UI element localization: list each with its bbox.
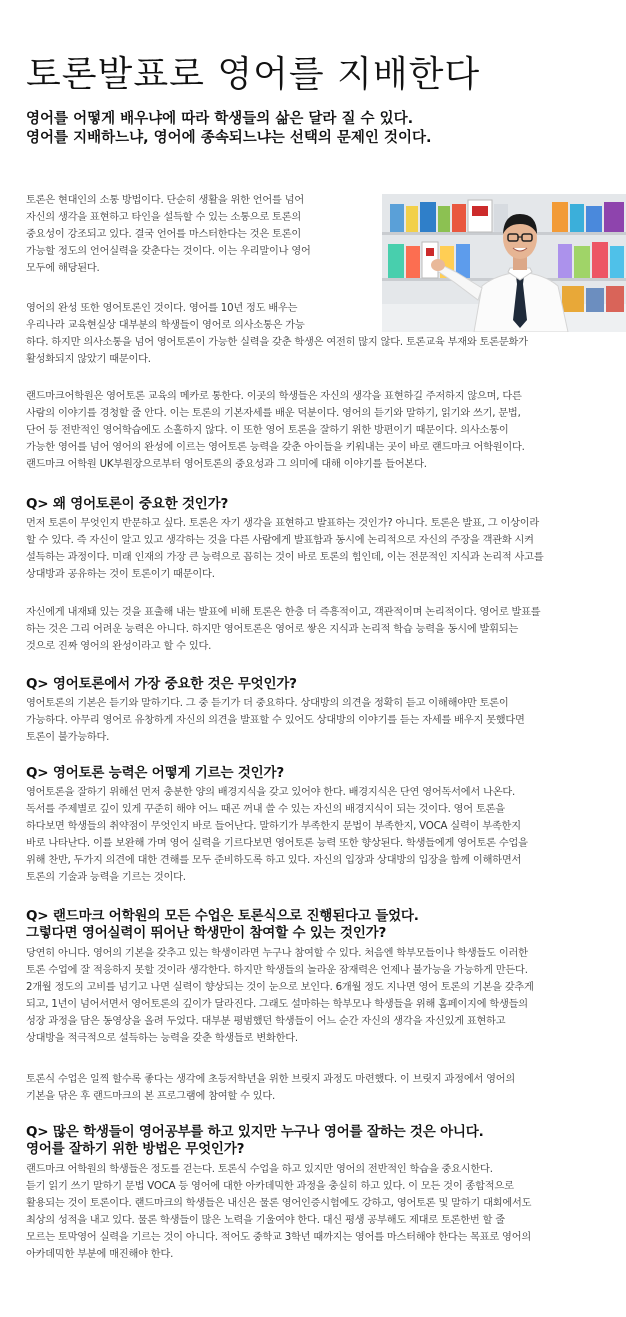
text-line: 토론식 수업은 일찍 할수록 좋다는 생각에 초등저학년을 위한 브릿지 과정도 마련했다. 이 브릿지 과정에서 영어의 <box>26 1074 516 1085</box>
question-heading <box>26 765 284 782</box>
answer-paragraph <box>26 1071 515 1105</box>
text-line: 자신의 생각을 표현하고 타인을 설득할 수 있는 소통으로 토론의 <box>26 212 301 223</box>
question-line: 그렇다면 영어실력이 뛰어난 학생만이 참여할 수 있는 것인가? <box>26 925 387 941</box>
question-heading <box>26 676 297 693</box>
text-line: 하는 것은 그리 어려운 능력은 아니다. 하지만 영어토론은 영어로 쌓은 지식과 논리적 학습 능력을 동시에 발휘되는 <box>26 624 519 635</box>
answer-paragraph <box>26 784 528 886</box>
text-line: 랜드마크어학원은 영어토론 교육의 메카로 통한다. 이곳의 학생들은 자신의 생각을 표현하길 주저하지 않으며, 다른 <box>26 391 522 402</box>
text-line: 하다. 하지만 의사소통을 넘어 영어토론이 가능한 실력을 갖춘 학생은 여전히 많지 않다. 토론교육 부재와 토론문화가 <box>26 337 528 348</box>
question-line: Q> 많은 학생들이 영어공부를 하고 있지만 누구나 영어를 잘하는 것은 아니다. <box>26 1124 484 1140</box>
text-line: 우리나라 교육현실상 대부분의 학생들이 영어로 의사소통은 가능 <box>26 320 305 331</box>
text-line: 할 수 있다. 즉 자신이 알고 있고 생각하는 것을 다른 사람에게 발표함과 동시에 논리적으로 자신의 주장을 객관화 시켜 <box>26 535 534 546</box>
article-subtitle <box>26 110 432 148</box>
text-line: 자신에게 내재돼 있는 것을 표출해 내는 발표에 비해 토론은 한층 더 즉흥적이고, 객관적이며 논리적이다. 영어로 발표를 <box>26 607 541 618</box>
text-line: 위해 찬반, 두가지 의견에 대한 견해를 모두 준비하도록 하고 있다. 자신의 입장과 상대방의 입장을 함께 이해하면서 <box>26 855 522 866</box>
answer-paragraph <box>26 515 543 583</box>
text-line: 토론이 불가능하다. <box>26 732 110 743</box>
text-line: 토론 수업에 잘 적응하지 못할 것이라 생각한다. 하지만 학생들의 놀라운 잠재력은 언제나 불가능을 가능하게 만든다. <box>26 965 528 976</box>
answer-paragraph <box>26 604 540 655</box>
text-line: 토론의 기술과 능력을 기르는 것이다. <box>26 872 186 883</box>
text-line: 먼저 토론이 무엇인지 반문하고 싶다. 토론은 자기 생각을 표현하고 발표하는 것인가? 아니다. 토론은 발표, 그 이상이라 <box>26 518 540 529</box>
text-line: 아카데믹한 부분에 매진해야 한다. <box>26 1249 174 1260</box>
question-heading <box>26 496 228 513</box>
text-line: 영어의 완성 또한 영어토론인 것이다. 영어를 10년 정도 배우는 <box>26 303 298 314</box>
intro-paragraph <box>26 300 528 368</box>
text-line: 토론은 현대인의 소통 방법이다. 단순히 생활을 위한 언어를 넘어 <box>26 195 305 206</box>
answer-paragraph <box>26 945 534 1047</box>
question-line: Q> 왜 영어토론이 중요한 것인가? <box>26 496 229 512</box>
text-line: 모르는 토막영어 실력을 기르는 것이 아니다. 적어도 중학교 3학년 때까지는 영어를 마스터해야 한다는 목표로 영어의 <box>26 1232 531 1243</box>
text-line: 상대방과 공유하는 것이 토론이기 때문이다. <box>26 569 215 580</box>
text-line: 랜드마크 어학원의 학생들은 정도를 걷는다. 토론식 수업을 하고 있지만 영어의 전반적인 학습을 중요시한다. <box>26 1164 493 1175</box>
text-line: 최상의 성적을 내고 있다. 물론 학생들이 많은 노력을 기울여야 한다. 대신 평생 공부해도 제대로 토론한번 할 줄 <box>26 1215 505 1226</box>
text-line: 설득하는 과정이다. 미래 인재의 가장 큰 능력으로 꼽히는 것이 바로 토론의 힘인데, 이는 전문적인 지식과 논리적 사고를 <box>26 552 544 563</box>
question-line: Q> 영어토론 능력은 어떻게 기르는 것인가? <box>26 765 284 781</box>
question-line: Q> 랜드마크 어학원의 모든 수업은 토론식으로 진행된다고 들었다. <box>26 908 419 924</box>
text-line: 가능하다. 아무리 영어로 유창하게 자신의 의견을 발표할 수 있어도 상대방의 이야기를 듣는 자세를 배우지 못했다면 <box>26 715 525 726</box>
text-line: 가능할 정도의 언어실력을 갖춘다는 것이다. 이는 우리말이나 영어 <box>26 246 311 257</box>
answer-paragraph <box>26 1161 531 1263</box>
text-line: 바로 나타난다. 이를 보완해 가며 영어 실력을 기르다보면 영어토론 능력 또한 향상된다. 학생들에게 영어토론 수업을 <box>26 838 528 849</box>
text-line: 당연히 아니다. 영어의 기본을 갖추고 있는 학생이라면 누구나 참여할 수 있다. 처음엔 학부모들이나 학생들도 이러한 <box>26 948 528 959</box>
text-line: 기본을 닦은 후 랜드마크의 본 프로그램에 참여할 수 있다. <box>26 1091 276 1102</box>
text-line: 활성화되지 않았기 때문이다. <box>26 354 151 365</box>
question-line: 영어를 잘하기 위한 방법은 무엇인가? <box>26 1141 245 1157</box>
subtitle-line: 영어를 지배하느냐, 영어에 종속되느냐는 선택의 문제인 것이다. <box>26 130 432 146</box>
text-line: 되고, 1년이 넘어서면서 영어토론의 깊이가 달라진다. 그래도 설마하는 학부모나 학생들을 위해 홈페이지에 학생들의 <box>26 999 528 1010</box>
text-line: 듣기 읽기 쓰기 말하기 문법 VOCA 등 영어에 대한 아카데믹한 과정을 충실히 하고 있다. 이 모든 것이 종합적으로 <box>26 1181 514 1192</box>
text-line: 독서를 주제별로 깊이 있게 꾸준히 해야 어느 때곤 꺼내 쓸 수 있는 자신의 배경지식이 되는 것이다. 영어 토론을 <box>26 804 505 815</box>
intro-paragraph <box>26 388 525 473</box>
text-line: 모두에 해당된다. <box>26 263 100 274</box>
text-line: 사람의 이야기를 경청할 줄 안다. 이는 토론의 기본자세를 배운 덕분이다. 영어의 듣기와 말하기, 읽기와 쓰기, 문법, <box>26 408 521 419</box>
text-line: 가능한 영어를 넘어 영어의 완성에 이르는 영어토론 능력을 갖춘 아이들을 키워내는 곳이 바로 랜드마크 어학원이다. <box>26 442 525 453</box>
text-line: 영어토론의 기본은 듣기와 말하기다. 그 중 듣기가 더 중요하다. 상대방의 의견을 정확히 듣고 이해해야만 토론이 <box>26 698 509 709</box>
text-line: 하다보면 학생들의 취약점이 무엇인지 바로 들어난다. 말하기가 부족한지 문법이 부족한지, VOCA 실력이 부족한지 <box>26 821 521 832</box>
question-heading <box>26 1124 484 1158</box>
text-line: 성장 과정을 담은 동영상을 올려 두었다. 대부분 평범했던 학생들이 어느 순간 자신의 생각을 자신있게 표현하고 <box>26 1016 506 1027</box>
text-line: 중요성이 강조되고 있다. 결국 언어를 마스터한다는 것은 토론이 <box>26 229 301 240</box>
question-line: Q> 영어토론에서 가장 중요한 것은 무엇인가? <box>26 676 297 692</box>
text-line: 영어토론을 잘하기 위해선 먼저 충분한 양의 배경지식을 갖고 있어야 한다. 배경지식은 단연 영어독서에서 나온다. <box>26 787 516 798</box>
intro-paragraph <box>26 192 311 277</box>
text-line: 것으로 진짜 영어의 완성이라고 할 수 있다. <box>26 641 212 652</box>
text-line: 단어 등 전반적인 영어학습에도 소홀하지 않다. 이 또한 영어 토론을 잘하기 위한 방편이기 때문이다. 의사소통이 <box>26 425 509 436</box>
article-title: 토론발표로 영어를 지배한다 <box>26 54 481 95</box>
text-line: 상대방을 적극적으로 설득하는 능력을 갖춘 학생들로 변화한다. <box>26 1033 298 1044</box>
answer-paragraph <box>26 695 525 746</box>
text-line: 2개월 정도의 고비를 넘기고 나면 실력이 향상되는 것이 눈으로 보인다. 6개월 정도 지나면 영어 토론의 기본을 갖추게 <box>26 982 534 993</box>
subtitle-line: 영어를 어떻게 배우냐에 따라 학생들의 삶은 달라 질 수 있다. <box>26 111 414 127</box>
question-heading <box>26 908 419 942</box>
text-line: 랜드마크 어학원 UK부원장으로부터 영어토론의 중요성과 그 의미에 대해 이야기를 들어본다. <box>26 459 427 470</box>
text-line: 활용되는 것이 토론이다. 랜드마크의 학생들은 내신은 물론 영어인증시험에도 강하고, 영어토론 및 말하기 대회에서도 <box>26 1198 532 1209</box>
